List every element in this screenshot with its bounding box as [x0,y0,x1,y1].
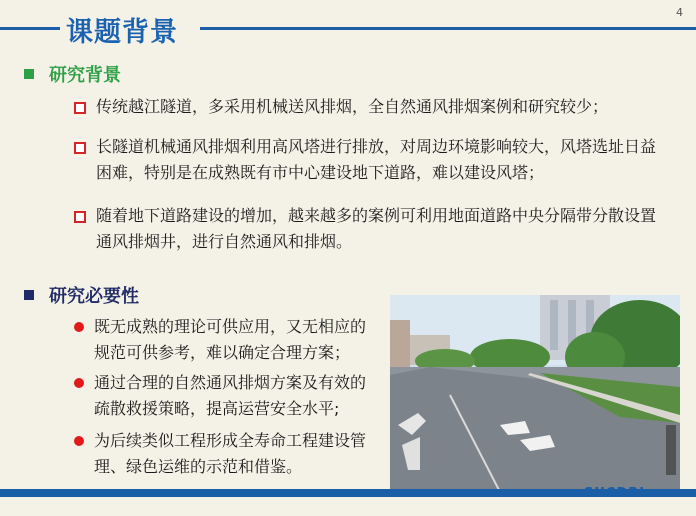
page-number: 4 [676,6,683,19]
street-photo [390,295,680,492]
list-item [74,428,374,480]
hollow-square-bullet-icon [74,142,86,154]
hollow-square-bullet-icon [74,102,86,114]
list-item [74,314,374,366]
list-item-text: 传统越江隧道，多采用机械送风排烟，全自然通风排烟案例和研究较少； [96,97,609,116]
section-heading-text: 研究必要性 [49,286,139,307]
hollow-square-bullet-icon [74,211,86,223]
title-rule-right [200,27,696,30]
section-heading-necessity [24,282,139,308]
page-title: 课题背景 [66,17,178,48]
list-item [74,94,664,120]
round-bullet-icon [74,436,84,446]
square-bullet-icon [24,69,34,79]
list-item [74,134,664,186]
list-item [74,203,664,255]
list-item-text: 既无成熟的理论可供应用，又无相应的规范可供参考，难以确定合理方案； [94,317,367,362]
list-item-text: 随着地下道路建设的增加，越来越多的案例可利用地面道路中央分隔带分散设置通风排烟井，进行自然通风和排烟。 [96,206,657,251]
round-bullet-icon [74,322,84,332]
list-item [74,370,374,422]
company-logo: SUCDRI [584,486,646,501]
list-item-text: 长隧道机械通风排烟利用高风塔进行排放，对周边环境影响较大，风塔选址日益困难，特别是在成熟既有市中心建设地下道路，难以建设风塔； [96,137,657,182]
round-bullet-icon [74,378,84,388]
list-item-text: 为后续类似工程形成全寿命工程建设管理、绿色运维的示范和借鉴。 [94,431,367,476]
section-heading-text: 研究背景 [49,65,121,86]
list-item-text: 通过合理的自然通风排烟方案及有效的疏散救援策略，提高运营安全水平; [94,373,367,418]
section-heading-background [24,61,121,87]
square-bullet-icon [24,290,34,300]
title-rule-left [0,27,60,30]
